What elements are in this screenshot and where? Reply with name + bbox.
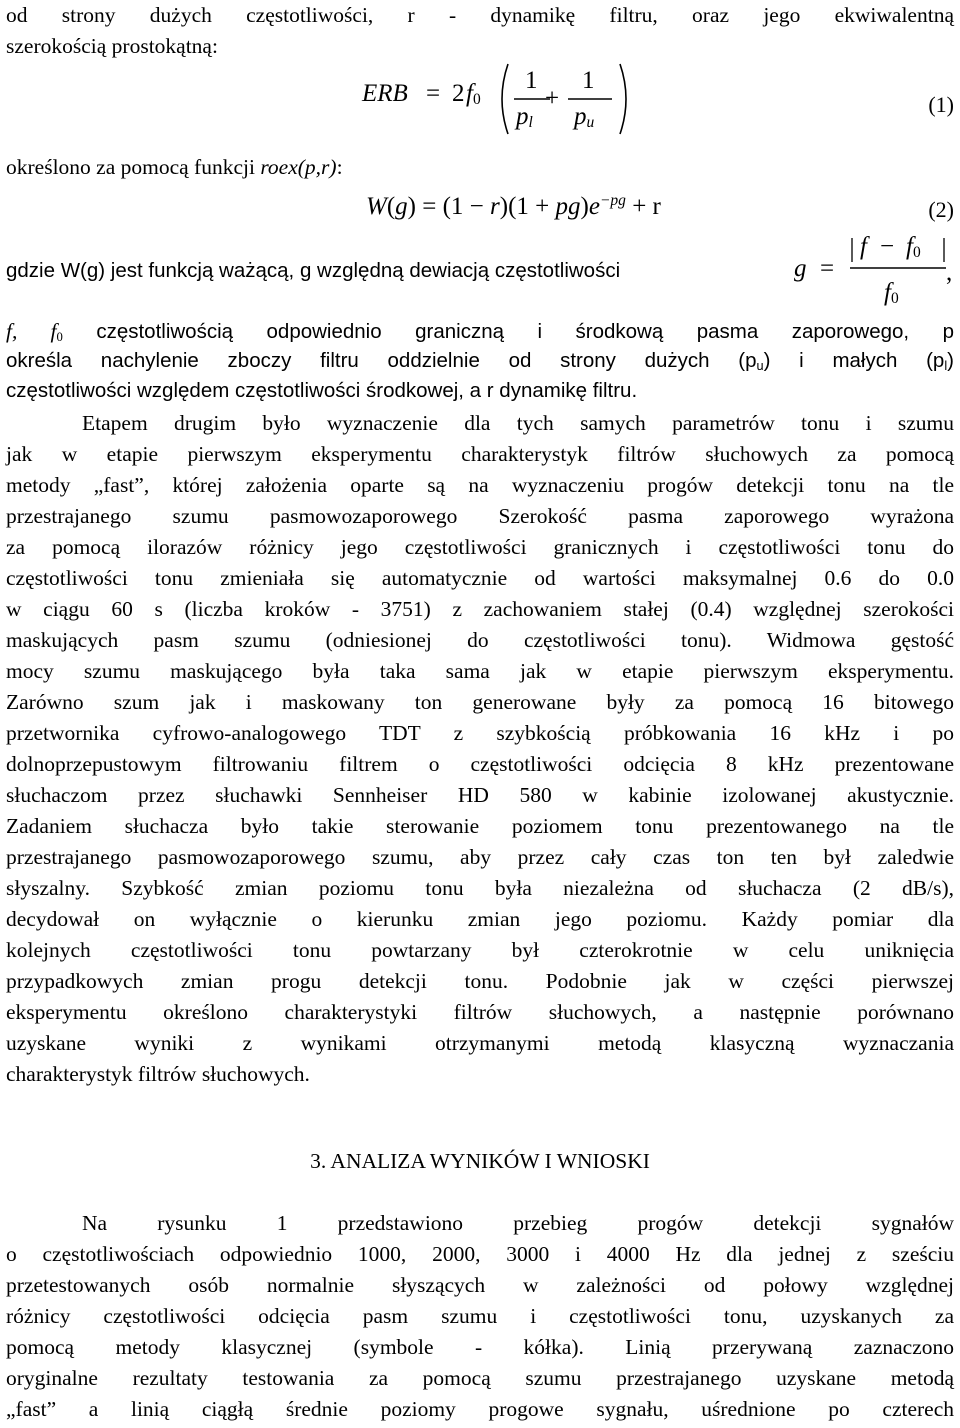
para2-line: oryginalne rezultaty testowania za pomocą szumu przestrajanego uzyskane metodą	[6, 1366, 954, 1390]
eq2-r: r	[490, 193, 500, 220]
eq1-f-sub: 0	[472, 91, 481, 108]
para1-line: maskujących pasm szumu (odniesionej do częstotliwości tonu). Widmowa gęstość	[6, 628, 954, 652]
para1-line: przestrajanego szumu pasmowozaporowego Szerokość pasma zaporowego wyrażona	[6, 504, 954, 528]
erb-symbol: ERB	[362, 80, 408, 107]
para1-line: słuchaczom przez słuchawki Sennheiser HD 580 w kabinie izolowanej akustycznie.	[6, 783, 954, 807]
definition-line: gdzie W(g) jest funkcją ważącą, g względną dewiacją częstotliwości	[6, 259, 621, 282]
def-den-sub: 0	[890, 290, 899, 307]
roex-func: roex(p,r)	[260, 155, 337, 179]
def-num-f0: f	[906, 233, 913, 260]
para1-line: częstotliwości tonu zmieniała się automatycznie od wartości maksymalnej 0.6 do 0.0	[6, 566, 954, 590]
para2-line: przetestowanych osób normalnie słyszących w zależności od połowy względnej	[6, 1273, 954, 1297]
params-line-1	[6, 316, 954, 347]
def-num-f: f	[860, 233, 867, 260]
eq1-number: (1)	[928, 92, 954, 117]
section-heading: 3. ANALIZA WYNIKÓW I WNIOSKI	[310, 1149, 650, 1173]
equation-2: $W(g) = (1 - r)(1 + pg)e^{-pg} + r$	[366, 192, 661, 220]
params-l2-b: ) i małych (p	[763, 349, 945, 372]
para1-line: eksperymentu określono charakterystyki filtrów słuchowych, a następnie porównano	[6, 1000, 954, 1024]
params-u-sub: u	[756, 358, 764, 373]
def-equals: =	[820, 255, 835, 282]
eq2-mid: )(1	[499, 193, 529, 220]
eq2-minus: −	[469, 193, 484, 220]
para1-line: mocy szumu maskującego była taka sama jak w etapie pierwszym eksperymentu.	[6, 659, 954, 683]
eq1-numerator-1a: 1	[525, 67, 538, 94]
eq2-pg: pg	[555, 193, 581, 220]
eq1-f: f	[466, 80, 473, 107]
def-comma: ,	[946, 259, 953, 286]
eq1-coef: 2	[452, 80, 465, 107]
para1-line: przypadkowych zmian progu detekcji tonu. Podobnie jak w części pierwszej	[6, 969, 954, 993]
para2-line: Na rysunku 1 przedstawiono przebieg progów detekcji sygnałów	[82, 1211, 954, 1235]
para1-line: za pomocą ilorazów różnicy jego częstotliwości granicznych i częstotliwości tonu do	[6, 535, 954, 559]
para2-line: pomocą metody klasycznej (symbole - kółka). Linią przerywaną zaznaczono	[6, 1335, 954, 1359]
para1-line: przestrajanego pasmowozaporowego szumu, aby przez cały czas ton ten był zaledwie	[6, 845, 954, 869]
eq2-close: )	[580, 193, 589, 220]
params-line-3: częstotliwości względem częstotliwości środkowej, a r dynamikę filtru.	[6, 379, 638, 402]
eq2-e: e	[588, 193, 600, 220]
params-l1-rest: częstotliwością odpowiednio graniczną i środkową pasma zaporowego, p	[62, 320, 954, 343]
roex-post: :	[336, 155, 343, 179]
para1-line: Zarówno szum jak i maskowany ton generowane były za pomocą 16 bitowego	[6, 690, 954, 714]
eq1-plus: +	[545, 85, 560, 112]
para1-line: kolejnych częstotliwości tonu powtarzany był czterokrotnie w celu uniknięcia	[6, 938, 954, 962]
params-line-2	[6, 346, 954, 376]
para1-line: Etapem drugim było wyznaczenie dla tych samych parametrów tonu i szumu	[82, 411, 954, 435]
para1-line: decydował on wyłącznie o kierunku zmian jego poziomu. Każdy pomiar dla	[6, 907, 954, 931]
def-num-sub: 0	[912, 244, 921, 261]
para1-line: jak w etapie pierwszym eksperymentu charakterystyk filtrów słuchowych za pomocą	[6, 442, 954, 466]
params-f: f, f	[6, 319, 57, 343]
para1-line: w ciągu 60 s (liczba kroków - 3751) z zachowaniem stałej (0.4) względnej szerokości	[6, 597, 954, 621]
eq2-g: g	[395, 193, 408, 220]
params-l2-a: określa nachylenie zboczy filtru oddzielnie od strony dużych (p	[6, 349, 757, 372]
eq2-exp: −pg	[599, 192, 626, 209]
para1-line: przetwornika cyfrowo-analogowego TDT z szybkością próbkowania 16 kHz i po	[6, 721, 954, 745]
intro-line-2: szerokością prostokątną:	[6, 34, 218, 58]
para1-line: metody „fast”, której założenia oparte są na wyznaczeniu progów detekcji tonu na tle	[6, 473, 954, 497]
para2-line: „fast” a linią ciągłą średnie poziomy progowe sygnału, uśrednione po czterech	[6, 1397, 954, 1421]
params-f-sub: 0	[56, 330, 63, 344]
eq2-w: W	[366, 193, 387, 220]
def-num-minus: −	[880, 233, 895, 260]
eq1-numerator-1b: 1	[582, 67, 595, 94]
para1-line: uzyskane wyniki z wynikami otrzymanymi metodą klasyczną wyznaczania	[6, 1031, 954, 1055]
para1-line: Zadaniem słuchacza było takie sterowanie poziomem tonu prezentowanego na tle	[6, 814, 954, 838]
para2-line: różnicy częstotliwości odcięcia pasm szumu i częstotliwości tonu, uzyskanych za	[6, 1304, 954, 1328]
roex-pre: określono za pomocą funkcji	[6, 155, 261, 179]
eq1-pu: p	[574, 103, 587, 130]
params-l-sub: l	[944, 358, 948, 373]
def-den-f: f	[884, 279, 891, 306]
eq1-equals: =	[426, 80, 441, 107]
eq1-pu-sub: u	[586, 114, 595, 131]
para1-line: dolnoprzepustowym filtrowaniu filtrem o częstotliwości odcięcia 8 kHz prezentowane	[6, 752, 954, 776]
para2-line: o częstotliwościach odpowiednio 1000, 2000, 3000 i 4000 Hz dla jednej z sześciu	[6, 1242, 954, 1266]
intro-line-1: od strony dużych częstotliwości, r - dynamikę filtru, oraz jego ekwiwalentną	[6, 3, 954, 27]
eq2-one-minus: (1	[442, 193, 464, 220]
eq2-plus-r: + r	[632, 193, 661, 220]
params-l2-c: )	[947, 349, 954, 372]
eq2-plus: +	[535, 193, 550, 220]
para1-line: charakterystyk filtrów słuchowych.	[6, 1062, 310, 1086]
eq1-parentheses	[494, 60, 634, 138]
roex-line	[6, 152, 954, 182]
eq2-number: (2)	[928, 197, 954, 222]
eq1-pl: p	[516, 103, 529, 130]
def-g: g	[794, 255, 807, 282]
eq1-pl-sub: l	[528, 114, 533, 131]
para1-line: słyszalny. Szybkość zmian poziomu tonu była niezależna od słuchacza (2 dB/s),	[6, 876, 954, 900]
